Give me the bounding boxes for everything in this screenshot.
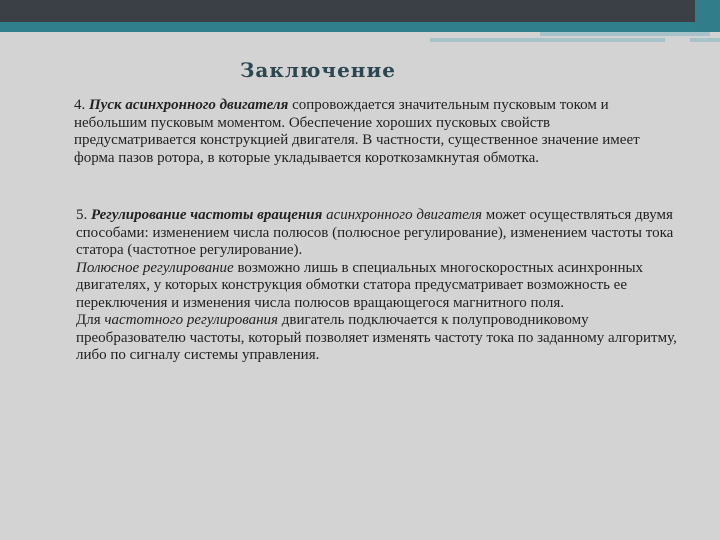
pole-regulation-term: Полюсное регулирование: [76, 259, 234, 276]
header-corner-block: [695, 0, 720, 32]
slide-title: Заключение: [240, 58, 396, 82]
paragraph-5-term-tail: асинхронного двигателя: [326, 207, 482, 223]
paragraph-5-intro: может осуществляться двумя способами: изменением числа полюсов (полюсное регулирование), изменением частоты тока статора (частотное регулирование).: [76, 207, 674, 258]
freq-regulation-text: двигатель подключается к полупроводниковому преобразователю частоты, который позволяет изменять частоту тока по заданному алгоритму, либо по сигналу системы управления.: [76, 312, 677, 363]
header-band-teal: [0, 22, 720, 32]
paragraph-5: [76, 207, 681, 365]
paragraph-4-number: 4.: [74, 97, 86, 113]
paragraph-5-term: Регулирование частоты вращения: [91, 207, 323, 223]
freq-regulation-term: частотного регулирования: [104, 312, 279, 328]
paragraph-4-text: сопровождается значительным пусковым током и небольшим пусковым моментом. Обеспечение хороших пусковых свойств предусматривается конструкцией двигателя. В частности, существенное значение имеет форма пазов ротора, в которые укладывается короткозамкнутая обмотка.: [74, 97, 640, 166]
paragraph-4-term: Пуск асинхронного двигателя: [89, 97, 289, 113]
pole-regulation-text: возможно лишь в специальных многоскоростных асинхронных двигателях, у которых конструкция обмотки статора предусматривает возможность ее переключения и изменения числа полюсов вращающегося магнитного поля.: [76, 259, 644, 311]
header-band-dark: [0, 0, 720, 22]
header-accent-line: [690, 38, 720, 42]
header-accent-line: [540, 32, 710, 36]
paragraph-5-number: 5.: [76, 207, 88, 223]
freq-regulation-prefix: Для: [76, 312, 101, 328]
header-accent-line: [430, 38, 665, 42]
paragraph-4: [74, 97, 674, 167]
